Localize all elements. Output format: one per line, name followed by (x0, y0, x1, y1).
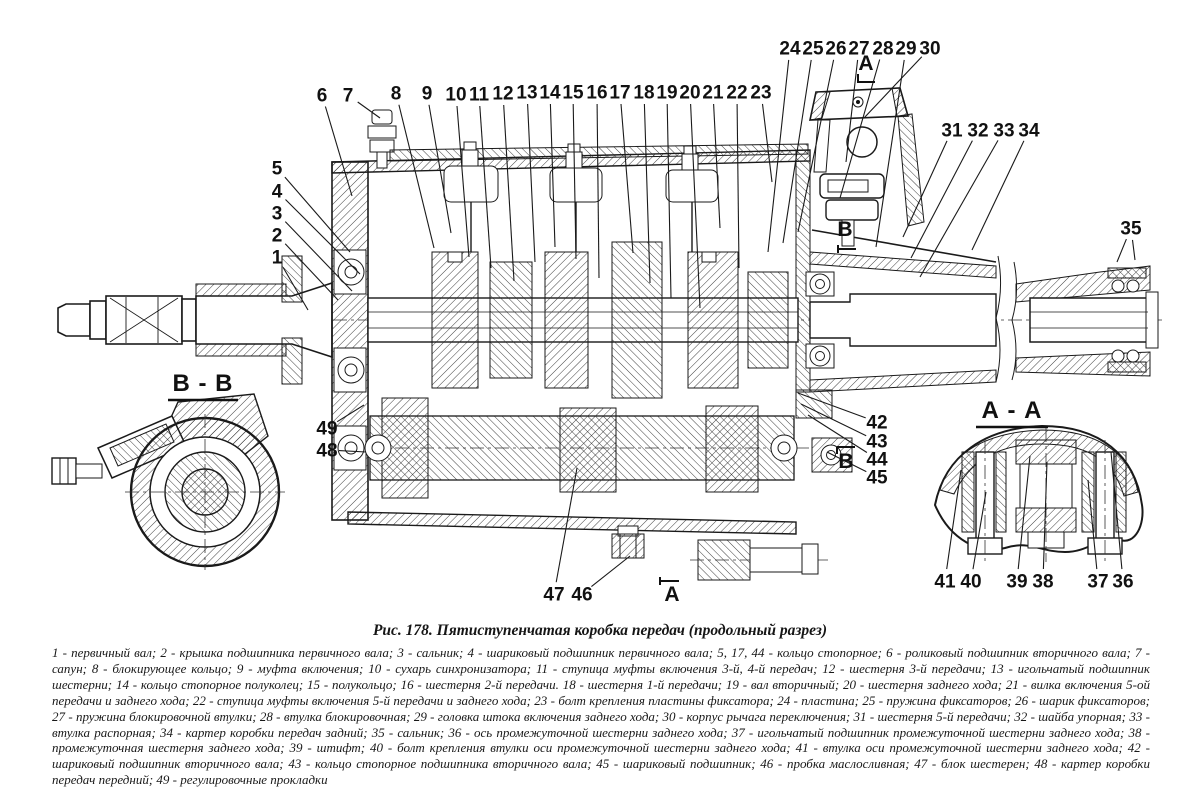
callout-number: 34 (1018, 120, 1040, 142)
callout-number: 37 (1087, 571, 1109, 593)
legend-entry: 26 - шарик фиксаторов; (1015, 692, 1150, 708)
callout-number: 11 (468, 84, 490, 106)
legend-entry: 28 - втулка блокировочная; (259, 708, 414, 724)
legend-entry: 19 - вал вторичный; (725, 676, 844, 692)
legend-entry: 43 - кольцо стопорное подшипника вторичного вала; (288, 756, 597, 772)
legend-entry: 38 - промежуточная шестерня заднего хода; (52, 724, 1150, 756)
legend (52, 645, 1150, 788)
callout-number: 5 (271, 158, 283, 180)
legend-entry: 9 - муфта включения; (236, 660, 369, 676)
leader-line (621, 104, 633, 253)
legend-entry: 21 - вилка включения 5-ой передачи и заднего хода; (52, 676, 1150, 708)
callout-number: 38 (1032, 571, 1054, 593)
callout-number: 15 (562, 82, 584, 104)
callout-number: 16 (586, 82, 608, 104)
legend-entry: 39 - штифт; (289, 740, 371, 756)
callout-number: 46 (571, 584, 593, 606)
section-marker-bracket (858, 74, 875, 82)
leader-line (1117, 239, 1126, 262)
leader-line (399, 105, 434, 248)
section-view-bb (52, 394, 285, 570)
leader-line (714, 104, 720, 228)
legend-entry: 29 - головка штока включения заднего хода; (413, 708, 663, 724)
callout-number: 33 (993, 120, 1015, 142)
mainshaft-gear-cluster (368, 242, 798, 398)
callout-number: 10 (445, 84, 467, 106)
legend-entry: 27 - пружина блокировочной втулки; (52, 708, 260, 724)
leader-line (737, 104, 739, 268)
callout-number: 13 (516, 82, 538, 104)
callout-number: 23 (750, 82, 772, 104)
callout-number: 22 (726, 82, 748, 104)
callout-number: 40 (960, 571, 982, 593)
callout-number: 19 (656, 82, 678, 104)
callout-number: 26 (825, 38, 847, 60)
callout-number: 45 (866, 467, 888, 489)
legend-entry: 13 - игольчатый подшипник шестерни; (52, 660, 1150, 692)
legend-entry: 22 - ступица муфты включения 5-й передачи и заднего хода; (192, 692, 535, 708)
callout-number: 36 (1112, 571, 1134, 593)
legend-entry: 41 - втулка оси промежуточной шестерни заднего хода; (795, 740, 1128, 756)
tail-housing (1016, 266, 1158, 376)
legend-entry: 8 - блокирующее кольцо; (91, 660, 237, 676)
legend-entry: 2 - крышка подшипника первичного вала; (160, 645, 398, 660)
legend-entry: 31 - шестерня 5-й передачи; (853, 708, 1015, 724)
legend-entry: 15 - полукольцо; (307, 676, 401, 692)
callout-number: 17 (609, 82, 631, 104)
callout-number: 47 (543, 584, 565, 606)
callout-number: 14 (539, 82, 561, 104)
callout-number: 3 (271, 203, 283, 225)
callout-number: 21 (702, 82, 724, 104)
callout-number: 9 (421, 83, 433, 105)
front-housing-wall (332, 162, 368, 520)
callout-number: 2 (271, 225, 283, 247)
legend-entry: 14 - кольцо стопорное полуколец; (115, 676, 308, 692)
callout-number: 44 (866, 449, 888, 471)
legend-entry: 6 - роликовый подшипник вторичного вала; (886, 645, 1136, 660)
leader-line (763, 104, 773, 182)
callout-number: 49 (316, 418, 338, 440)
legend-entry: 30 - корпус рычага переключения; (662, 708, 854, 724)
legend-entry: 24 - пластина; (777, 692, 863, 708)
legend-entry: 37 - игольчатый подшипник промежуточной шестерни заднего хода; (731, 724, 1129, 740)
legend-entry: 42 - шариковый подшипник вторичного вала; (52, 740, 1150, 772)
callout-number: 20 (679, 82, 701, 104)
leader-line (1133, 240, 1136, 260)
shift-tower (810, 88, 924, 246)
leader-line (504, 105, 514, 281)
legend-entry: 45 - шариковый подшипник; (596, 756, 761, 772)
legend-entry: 32 - шайба упорная; (1014, 708, 1130, 724)
legend-entry: 20 - шестерня заднего хода; (843, 676, 1006, 692)
legend-entry: 12 - шестерня 3-й передачи; (822, 660, 991, 676)
section-marker-letter: В (838, 450, 854, 473)
callout-number: 25 (802, 38, 824, 60)
callout-number: 1 (271, 247, 283, 269)
section-view-aa (935, 426, 1143, 562)
leader-line (528, 104, 535, 262)
legend-entry: 4 - шариковый подшипник первичного вала; (467, 645, 718, 660)
callout-number: 4 (271, 181, 283, 203)
legend-entry: 48 - картер коробки передач передний; (52, 756, 1151, 788)
reverse-idler-shaft-end (698, 540, 818, 580)
legend-entry: 3 - сальник; (397, 645, 468, 660)
callout-number: 7 (342, 85, 354, 107)
callout-number: 24 (779, 38, 801, 60)
legend-entry: 47 - блок шестерен; (914, 756, 1035, 772)
section-marker-letter: А (858, 52, 874, 75)
callout-number: 8 (390, 83, 402, 105)
section-marker-letter: А (664, 583, 680, 606)
legend-entry: 11 - ступица муфты включения 3-й, 4-й передач; (535, 660, 823, 676)
legend-entry: 33 - втулка распорная; (52, 708, 1150, 740)
callout-number: 31 (941, 120, 963, 142)
callout-number: 41 (934, 571, 956, 593)
callout-number: 28 (872, 38, 894, 60)
legend-entry: 36 - ось промежуточной шестерни заднего хода; (448, 724, 732, 740)
legend-entry: 49 - регулировочные прокладки (156, 772, 328, 788)
legend-entry: 16 - шестерня 2-й передачи. (400, 676, 563, 692)
leader-line (591, 556, 630, 587)
legend-entry: 10 - сухарь синхронизатора; (368, 660, 536, 676)
callout-number: 30 (919, 38, 941, 60)
countershaft-cluster (365, 398, 797, 498)
section-marker-letter: В (837, 218, 853, 241)
legend-entry: 23 - болт крепления пластины фиксатора; (534, 692, 778, 708)
callout-number: 18 (633, 82, 655, 104)
legend-entry: 5, 17, 44 - кольцо стопорное; (717, 645, 887, 660)
callout-number: 6 (316, 85, 328, 107)
figure-caption: Рис. 178. Пятиступенчатая коробка передач (продольный разрез) (372, 622, 828, 639)
legend-entry: 35 - сальник; (371, 724, 449, 740)
callout-number: 12 (492, 83, 514, 105)
callout-number: 35 (1120, 218, 1142, 240)
callout-number: 43 (866, 431, 888, 453)
leader-line (972, 141, 1024, 250)
legend-entry: 34 - картер коробки передач задний; (159, 724, 372, 740)
legend-entry: 7 - сапун; (52, 645, 1150, 676)
legend-entry: 1 - первичный вал; (52, 645, 161, 660)
legend-entry: 40 - болт крепления втулки оси промежуточной шестерни заднего хода; (370, 740, 796, 756)
callout-number: 27 (848, 38, 870, 60)
callout-number: 32 (967, 120, 989, 142)
legend-entry: 25 - пружина фиксаторов; (862, 692, 1016, 708)
section-label: В - В (172, 370, 234, 397)
callout-number: 42 (866, 412, 888, 434)
section-label: А - А (981, 397, 1043, 424)
leader-line (920, 140, 998, 277)
legend-entry: 46 - пробка маслосливная; (760, 756, 915, 772)
callout-number: 48 (316, 440, 338, 462)
callout-number: 29 (895, 38, 917, 60)
rear-housing (806, 230, 1017, 392)
callout-number: 39 (1006, 571, 1028, 593)
legend-entry: 18 - шестерня 1-й передачи; (562, 676, 726, 692)
